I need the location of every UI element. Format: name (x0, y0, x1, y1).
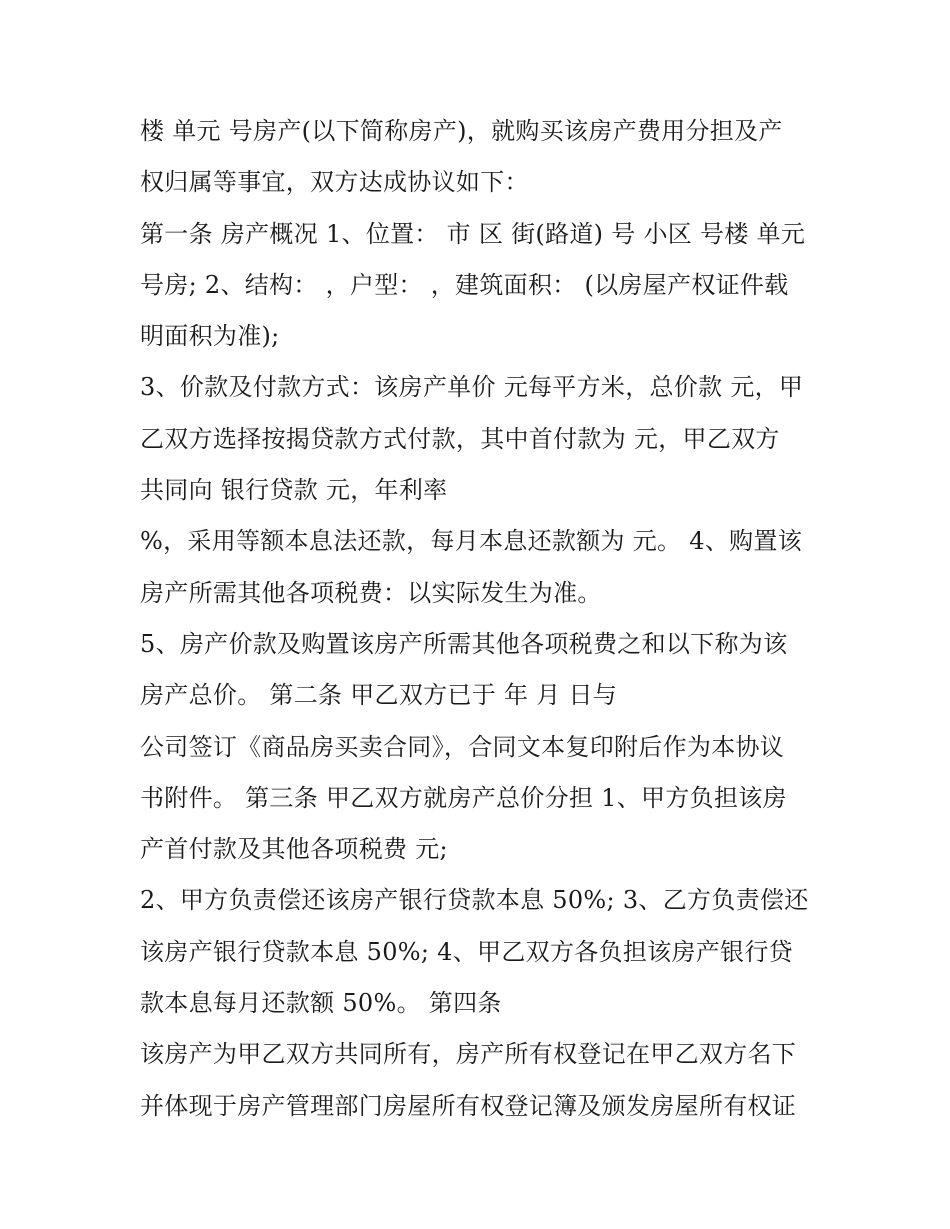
text-line: 产首付款及其他各项税费 元; (140, 835, 448, 864)
text-line: 明面积为准); (140, 322, 280, 351)
text-line: 号房; 2、结构： ，户型： ，建筑面积： (以房屋产权证件载 (140, 270, 789, 299)
text-line: 书附件。 第三条 甲乙双方就房产总价分担 1、甲方负担该房 (140, 783, 787, 812)
text-line: 楼 单元 号房产(以下简称房产)，就购买该房产费用分担及产 (140, 117, 783, 145)
text-line: 并体现于房产管理部门房屋所有权登记簿及颁发房屋所有权证 (140, 1091, 797, 1120)
text-line: 3、价款及付款方式：该房产单价 元每平方米，总价款 元，甲 (140, 373, 804, 402)
text-line: 共同向 银行贷款 元，年利率 (140, 476, 448, 505)
text-line: 5、房产价款及购置该房产所需其他各项税费之和以下称为该 (140, 629, 788, 658)
text-line: 乙双方选择按揭贷款方式付款，其中首付款为 元，甲乙双方 (140, 424, 780, 453)
text-line: 该房产为甲乙双方共同所有，房产所有权登记在甲乙双方名下 (140, 1040, 797, 1069)
text-line: 款本息每月还款额 50%。 第四条 (140, 989, 502, 1018)
text-line: 公司签订《商品房买卖合同》，合同文本复印附后作为本协议 (140, 732, 785, 761)
text-line: 权归属等事宜，双方达成协议如下： (140, 168, 529, 197)
document-body (140, 106, 815, 1132)
text-line: 房产所需其他各项税费：以实际发生为准。 (140, 578, 602, 607)
text-line: 房产总价。 第二条 甲乙双方已于 年 月 日与 (140, 681, 618, 710)
text-line: %，采用等额本息法还款，每月本息还款额为 元。 4、购置该 (140, 527, 803, 556)
text-line: 该房产银行贷款本息 50%; 4、甲乙双方各负担该房产银行贷 (140, 937, 793, 966)
text-line: 第一条 房产概况 1、位置： 市 区 街(路道) 号 小区 号楼 单元 (140, 219, 806, 248)
text-line: 2、甲方负责偿还该房产银行贷款本息 50%; 3、乙方负责偿还 (140, 886, 809, 915)
